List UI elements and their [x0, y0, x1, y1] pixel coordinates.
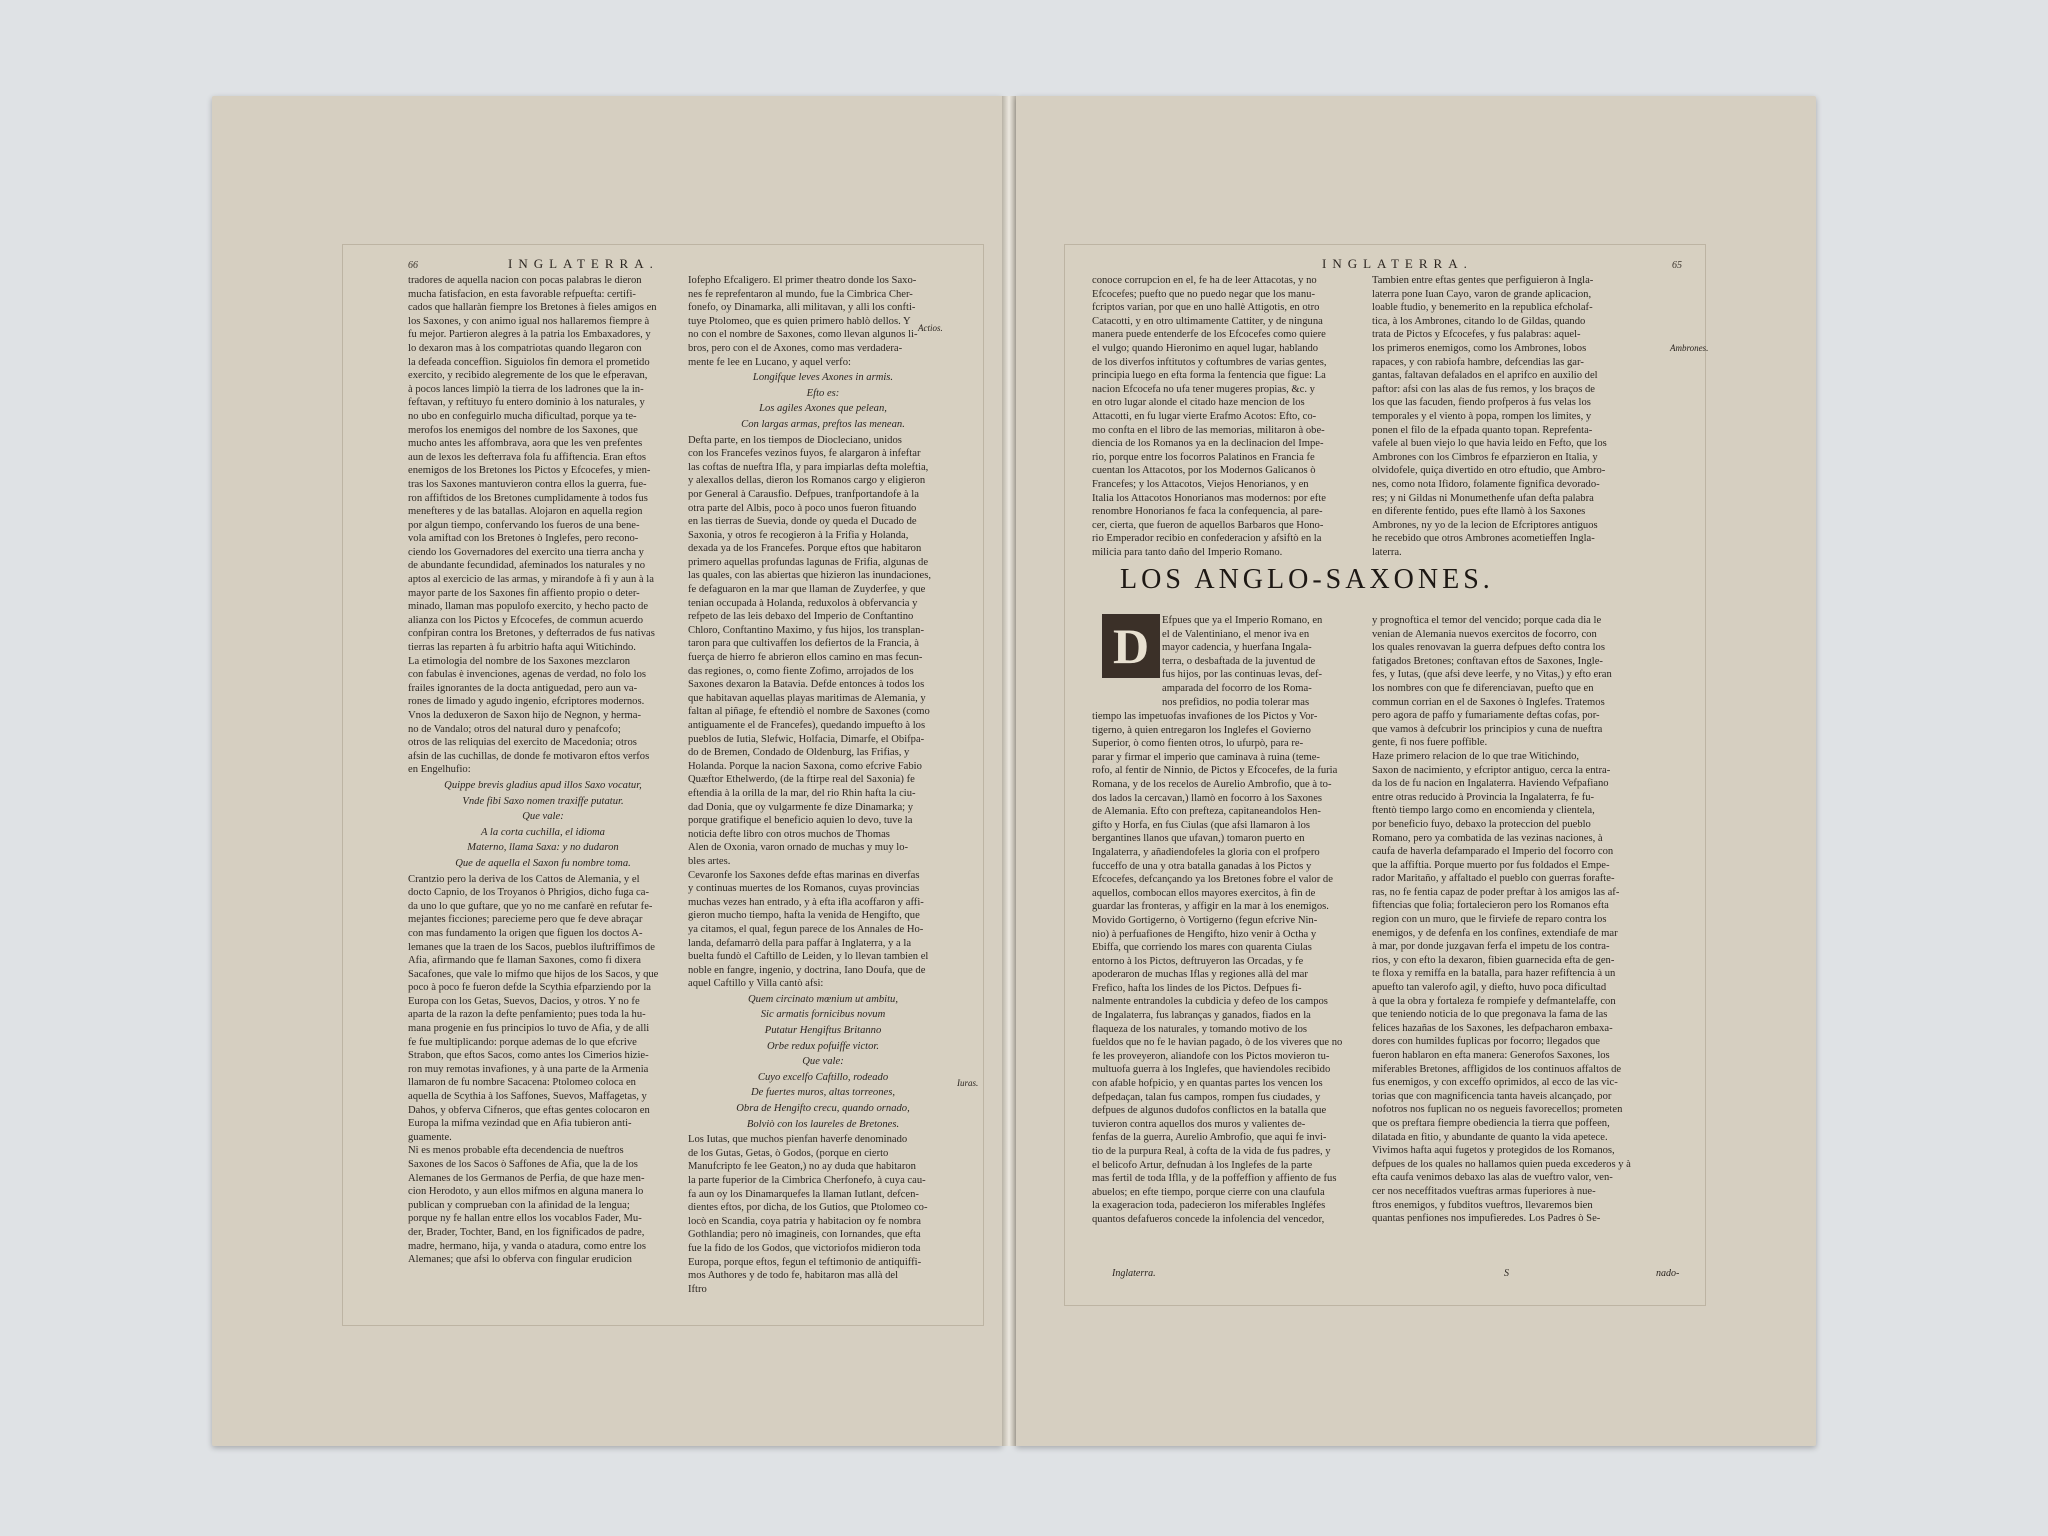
- text-line: apoderaron de muchas Iflas y regiones allà del mar: [1092, 969, 1308, 981]
- text-line: Europa la mifma vezindad que en Afia tubieron anti-: [408, 1118, 632, 1130]
- verse-line: Materno, llama Saxa: y no dudaron: [467, 842, 619, 854]
- text-line: madre, hermano, hija, y vanda o atadura, como entre los: [408, 1240, 646, 1252]
- text-line: rio, porque entre los focorros Palatinos en Francia fe: [1092, 451, 1315, 463]
- text-line: docto Capnio, de los Troyanos ò Phrigios, dicho fuga ca-: [408, 887, 649, 899]
- text-line: à que la obra y fortaleza fe rompiefe y defmantelaffe, con: [1372, 995, 1616, 1007]
- text-line: pero agora de paffo y fumariamente deftas cofas, por-: [1372, 710, 1600, 722]
- text-line: la parte fuperior de la Cimbrica Cherfonefo, à cuya cau-: [688, 1175, 926, 1186]
- text-line: mana progenie en fus principios lo tuvo de Afia, y de alli: [408, 1023, 650, 1035]
- text-line: el vulgo; quando Hieronimo en aquel lugar, hablando: [1092, 342, 1319, 354]
- text-line: ciendo los Governadores del exercito una tierra ancha y: [408, 546, 644, 558]
- text-line: la defeada conceffion. Siguiolos fin demora el prometido: [408, 356, 650, 368]
- text-line: laterra.: [1372, 546, 1402, 558]
- right-page: [1016, 96, 1816, 1446]
- verse-line: Bolviò con los laureles de Bretones.: [746, 1118, 900, 1130]
- text-line: mente fe lee en Lucano, y aquel verfo:: [688, 356, 851, 368]
- text-line: confpiran contra los Bretones, y defterrados de fus nativas: [408, 628, 655, 640]
- verse-line: Vnde fibi Saxo nomen traxiffe putatur.: [462, 795, 624, 807]
- text-line: frailes ignorantes de la docta antiguedad, pero aun va-: [408, 682, 638, 694]
- text-line: mos Authores y de todo fe, habitaron mas allà del: [688, 1270, 899, 1282]
- text-line: fcriptos varian, por que en uno hallè Attigotis, en otro: [1092, 302, 1320, 314]
- text-line: cados que hallaràn fiempre los Bretones à fieles amigos en: [408, 302, 657, 314]
- text-line: ponen el filo de la efpada quanto topan. Reprefenta-: [1372, 424, 1593, 436]
- text-line: merofos los enemigos del nombre de los Saxones, que: [408, 424, 638, 436]
- right-column-1: [1092, 274, 1362, 560]
- text-line: fonefo, oy Dinamarka, alli militavan, y alli los confti-: [688, 302, 916, 314]
- text-line: da uno lo que guftare, que yo no me canfarè en refutar fe-: [408, 900, 653, 912]
- text-line: nalmente entrandoles la cubdicia y defeo de los campos: [1092, 996, 1328, 1008]
- text-line: con afable hofpicio, y en quantas partes los vencen los: [1092, 1078, 1323, 1090]
- text-line: antiguamente el de Francefes), quedando impuefto à los: [688, 720, 926, 731]
- text-line: commun corrian en el de Saxones ò Inglefes. Tratemos: [1372, 696, 1605, 708]
- text-line: res; y ni Gildas ni Monumethenfe ufan defta palabra: [1372, 492, 1594, 504]
- text-line: aptos al exercicio de las armas, y mirandofe à fi y aun à la: [408, 574, 654, 586]
- text-line: amparada del focorro de los Roma-: [1162, 682, 1312, 694]
- text-line: Catacotti, y en otro ultimamente Cattiter, y de ninguna: [1092, 315, 1323, 327]
- text-line: fatigados Bretones; conftavan eftos de Saxones, Ingle-: [1372, 655, 1603, 667]
- text-line: rador Maritaño, y affaltado el pueblo con guerras forafte-: [1372, 873, 1615, 885]
- text-line: torias que con magnificencia tanta haveis alcançado, por: [1372, 1090, 1612, 1102]
- text-line: Vnos la deduxeron de Saxon hijo de Negnon, y herma-: [408, 710, 642, 721]
- verse-caption: Que vale:: [522, 811, 564, 823]
- text-line: à pocos lances limpiò la tierra de los ladrones que la in-: [408, 383, 644, 395]
- verse-line: Quippe brevis gladius apud illos Saxo vocatur,: [444, 779, 642, 791]
- text-line: rios, y con efto la dexaron, fibien guarnecida efta de gen-: [1372, 954, 1615, 966]
- text-line: feftavan, y reftituyo fu entero dominio à los naturales, y: [408, 397, 645, 409]
- text-line: mo confta en el libro de las memorias, militaron à obe-: [1092, 424, 1325, 436]
- text-line: gente, fi nos fuere poffible.: [1372, 737, 1488, 749]
- text-line: fueldos que no fe le havian pagado, ò de los viveres que no: [1092, 1037, 1343, 1049]
- text-line: Saxones dexaron la Batavia. Defde entonces à todos los: [688, 679, 925, 691]
- text-line: ron muy remotas invafiones, y à una parte de la Armenia: [408, 1063, 649, 1075]
- text-line: do de Bremen, Condado de Oldenburg, las Frifias, y: [688, 747, 910, 759]
- verse-line: Con largas armas, preftos las menean.: [741, 418, 905, 430]
- text-line: que vamos à defcubrir los principios y cuna de nueftra: [1372, 723, 1603, 735]
- text-line: con los Francefes vezinos fuyos, fe alargaron à infeftar: [688, 448, 921, 460]
- text-line: dad Donia, que oy vulgarmente fe dize Dinamarka; y: [688, 801, 914, 813]
- text-line: Romana, y de los recelos de Aurelio Ambrofio, que à to-: [1092, 778, 1332, 790]
- verse-caption: Efto es:: [806, 387, 840, 399]
- text-line: dientes eftos, por dicha, de los Gutios, que Ptolomeo co-: [688, 1202, 928, 1214]
- right-column-2: [1372, 274, 1656, 560]
- verse-line: Sic armatis fornicibus novum: [760, 1009, 886, 1021]
- text-line: el belicofo Artur, defnudan à los Inglefes de la parte: [1092, 1159, 1313, 1171]
- text-line: ron affiftidos de los Bretones cumplidamente à todos fus: [408, 492, 648, 504]
- text-line: fenfas de la guerra, Aurelio Ambrofio, que aqui fe invi-: [1092, 1132, 1327, 1144]
- text-line: bles artes.: [688, 855, 731, 867]
- text-line: Efpues que ya el Imperio Romano, en: [1162, 615, 1323, 626]
- text-line: Manufcripto fe lee Geaton,) no ay duda que habitaron: [688, 1161, 916, 1173]
- text-line: defpues de los quales no hallamos quien pueda excederos y à: [1372, 1158, 1631, 1170]
- text-line: nio) à perfuafiones de Hengifto, hizo venir à Octha y: [1092, 928, 1317, 940]
- text-line: los que las facuden, fiendo profperos à fus velas los: [1372, 397, 1591, 409]
- footer-catchword-right: nado-: [1656, 1268, 1680, 1279]
- text-line: que habitavan aquellas playas maritimas de Alemania, y: [688, 692, 926, 704]
- text-line: manera puede entenderfe de los Efcocefes como quiere: [1092, 329, 1326, 341]
- text-line: cer nos neceffitados vueftras armas fuperiores à nue-: [1372, 1185, 1596, 1197]
- text-line: guardar las fronteras, y affigir en la mar à los enemigos.: [1092, 901, 1329, 913]
- text-line: que os preftara fiempre obediencia la tierra que poffeen,: [1372, 1117, 1610, 1129]
- left-column-1: [408, 274, 678, 1286]
- text-line: tras los Saxones mantuvieron contra ellos la guerra, fue-: [408, 478, 647, 490]
- text-line: rapaces, y con rabiofa hambre, defcendias las gar-: [1372, 356, 1584, 368]
- text-line: Chloro, Conftantino Maximo, y fus hijos, los transplan-: [688, 624, 924, 636]
- text-line: Efcocefes, defcançando ya los Bretones fobre el valor de: [1092, 874, 1333, 886]
- text-line: aquellos, combocan ellos mayores exercitos, à fin de: [1092, 887, 1316, 899]
- text-line: ras, no fe fentia capaz de poder preftar à los amigos las af-: [1372, 886, 1620, 898]
- text-line: fucceffo de una y otra batalla ganadas à los Pictos y: [1092, 860, 1312, 872]
- text-line: guamente.: [408, 1131, 452, 1143]
- text-line: La etimologia del nombre de los Saxones mezclaron: [408, 655, 631, 667]
- text-line: felices hazañas de los Saxones, les defpacharon embaxa-: [1372, 1022, 1613, 1034]
- text-line: los nombres con que fe diferenciavan, puefto que en: [1372, 682, 1594, 694]
- text-line: tierras las reparten à fu arbitrio hafta aqui Witichindo.: [408, 642, 636, 654]
- text-line: Alemanes; que afsi lo obferva con fingular erudicion: [408, 1254, 632, 1266]
- text-line: tradores de aquella nacion con pocas palabras le dieron: [408, 275, 642, 286]
- text-line: cer, cierta, que fueron de aquellos Barbaros que Hono-: [1092, 519, 1324, 531]
- text-line: venian de Alemania nuevos exercitos de focorro, con: [1372, 628, 1597, 640]
- text-line: Efcocefes; puefto que no puedo negar que los manu-: [1092, 288, 1315, 300]
- text-line: que teniendo noticia de lo que pregonava la fama de las: [1372, 1009, 1608, 1021]
- text-line: quantas penfiones nos impufieredes. Los Padres ò Se-: [1372, 1213, 1601, 1225]
- text-line: enemigos, y de defenfa en los confines, extendiafe de mar: [1372, 927, 1618, 939]
- text-line: region con un muro, que le firviefe de reparo contra los: [1372, 914, 1607, 926]
- text-line: en otro lugar alonde el citado haze mencion de los: [1092, 397, 1305, 409]
- text-line: abuelos; en efte tiempo, porque cierre con una claufula: [1092, 1186, 1325, 1198]
- text-line: porque ny fe hallan entre ellos los vocablos Fader, Mu-: [408, 1213, 642, 1225]
- text-line: aquel Caftillo y Villa cantò afsi:: [688, 978, 824, 990]
- text-line: dilatada en fitio, y abundante de quanto la vida apetece.: [1372, 1131, 1608, 1143]
- text-line: mejantes ficciones; parecieme pero que fe deve abraçar: [408, 914, 643, 926]
- text-line: cion Herodoto, y aun ellos mifmos en alguna manera lo: [408, 1186, 644, 1198]
- text-line: no con el nombre de Saxones, como llevan algunos li-: [688, 329, 918, 341]
- text-line: Ambrones, ny yo de la lecion de Efcriptores antiguos: [1372, 519, 1598, 531]
- left-page: [212, 96, 1002, 1446]
- text-line: Vivimos hafta aqui fugetos y protegidos de los Romanos,: [1372, 1145, 1615, 1157]
- text-line: flaqueza de los naturales, y tomando motivo de los: [1092, 1023, 1308, 1035]
- text-line: Cevaronfe los Saxones defde eftas marinas en diverfas: [688, 869, 920, 881]
- text-line: nes, como nota Ifidoro, folamente fignifica devorado-: [1372, 478, 1600, 490]
- section-title: LOS ANGLO-SAXONES.: [1120, 564, 1494, 595]
- text-line: faltan al piñage, fe eftendiò el nombre de Saxones (como: [688, 706, 930, 718]
- text-line: milicia para tanto daño del Imperio Romano.: [1092, 546, 1283, 558]
- text-line: rones de limado y agudo ingenio, efcriptores modernos.: [408, 696, 645, 708]
- text-line: quantos defafueros concede la infolencia del vencedor,: [1092, 1213, 1325, 1225]
- text-line: de los diverfos inftitutos y coftumbres de varias gentes,: [1092, 356, 1327, 368]
- text-line: fe defaguaron en la mar que llaman de Zuyderfee, y que: [688, 584, 926, 596]
- text-line: y continuas muertes de los Romanos, cuyas provincias: [688, 883, 920, 895]
- text-line: en Engelhufio:: [408, 764, 471, 776]
- text-line: noble en fangre, ingenio, y doctrina, Iano Doufa, que de: [688, 964, 926, 976]
- left-column-2: [688, 274, 958, 1295]
- text-line: apuefto tan valerofo agil, y diefto, huvo poca dificultad: [1372, 982, 1607, 994]
- text-line: fiftencias que folia; fortalecieron pero los Romanos efta: [1372, 900, 1609, 912]
- text-line: Ingalaterra, y añadiendofeles la gloria con el profpero: [1092, 846, 1320, 858]
- text-line: de los Gutas, Getas, ò Godos, (porque en cierto: [688, 1147, 889, 1159]
- text-line: Gothlandia; pero nò imagineis, con Iornandes, que efta: [688, 1229, 921, 1241]
- text-line: da los de fu nacion en Ingalaterra. Haviendo Vefpafiano: [1372, 778, 1609, 790]
- text-line: caufa de haverla defamparado el Imperio del focorro con: [1372, 846, 1614, 858]
- verse-line: Obra de Hengifto crecu, quando ornado,: [736, 1103, 910, 1115]
- left-margin-note-2: Iuras.: [957, 1078, 979, 1088]
- text-line: Holanda. Porque la nacion Saxona, como efcrive Fabio: [688, 760, 922, 772]
- verse-line: Quem circinato mœnium ut ambitu,: [748, 993, 898, 1005]
- text-line: lo dexaron mas à los compatriotas quando llegaron con: [408, 342, 642, 354]
- text-line: he recebido que otros Ambrones acometieffen Ingla-: [1372, 533, 1595, 545]
- left-running-head: INGLATERRA.: [508, 256, 659, 271]
- text-line: gantas, faltavan defalados en el aprifco en auxilio del: [1372, 370, 1598, 382]
- text-line: nos prefidios, no podia tolerar mas: [1162, 696, 1310, 708]
- text-line: la exageracion toda, padecieron los miferables Ingléfes: [1092, 1200, 1326, 1212]
- text-line: principia luego en efta forma la fentencia que figue: La: [1092, 370, 1326, 382]
- verse-line: Orbe redux pofuiffe victor.: [767, 1040, 879, 1052]
- footer-catchword-left: Inglaterra.: [1112, 1268, 1156, 1279]
- text-line: no ubo en confeguirlo mucha dificultad, porque ya te-: [408, 410, 637, 422]
- text-line: cuentan los Attacotos, por los Modernos Galicanos ò: [1092, 465, 1316, 477]
- text-line: alianza con los Pictos y Efcocefes, de commun acuerdo: [408, 614, 644, 626]
- text-line: Francefes; y los Attacotos, Viejos Henorianos, y en: [1092, 478, 1309, 490]
- text-line: Movido Gortigerno, ò Vortigerno (fegun efcrive Nin-: [1092, 914, 1318, 926]
- text-line: taron para que cultivaffen los defiertos de la Francia, à: [688, 638, 920, 650]
- text-line: laterra pone Iuan Cayo, varon de grande aplicacion,: [1372, 288, 1592, 300]
- text-line: mayor cadencia, y huerfana Ingala-: [1162, 642, 1312, 654]
- text-line: los Saxones, y con animo igual nos hallaremos fiempre à: [408, 315, 650, 327]
- text-line: tuvieron contra aquellos dos muros y valientes de-: [1092, 1118, 1306, 1130]
- text-line: ftentò tiempo largo como en encomienda y clientela,: [1372, 805, 1595, 817]
- text-line: otros de las reliquias del exercito de Macedonia; otros: [408, 737, 637, 749]
- text-line: ftros enemigos, y fubditos vueftros, llevaremos bien: [1372, 1199, 1593, 1211]
- text-line: efta caufa venimos debaxo las alas de vueftro valor, ven-: [1372, 1172, 1613, 1184]
- text-line: minado, llaman mas populofo exercito, y hecho pacto de: [408, 601, 649, 613]
- text-line: nacion Efcocefa no ufa tener mugeres propias, &c. y: [1092, 383, 1315, 395]
- text-line: defpues de algunos dudofos conflictos en la batalla que: [1092, 1105, 1327, 1117]
- text-line: Superior, ò como fienten otros, lo ufurpò, para re-: [1092, 738, 1304, 750]
- text-line: temporales y el viento à popa, rompen los limites, y: [1372, 410, 1592, 422]
- text-line: das regiones, o, como fiente Zofimo, arrojados de los: [688, 665, 914, 677]
- text-line: tenian occupada à Holanda, reduxolos à obfervancia y: [688, 597, 918, 609]
- text-line: eftendia à la orilla de la mar, del rio Rhin hafta la ciu-: [688, 787, 916, 799]
- text-line: refpeto de las leis debaxo del Imperio de Conftantino: [688, 611, 914, 623]
- text-line: Ni es menos probable efta decendencia de nueftros: [408, 1145, 624, 1157]
- text-line: Haze primero relacion de lo que trae Witichindo,: [1372, 750, 1580, 762]
- text-line: con fabulas è invenciones, agenas de verdad, no folo los: [408, 669, 646, 681]
- text-line: diencia de los Romanos ya en la declinacion del Impe-: [1092, 438, 1324, 450]
- text-line: Tambien entre eftas gentes que perfiguieron à Ingla-: [1372, 275, 1594, 286]
- text-line: gieron mucho tiempo, hafta la venida de Hengifto, que: [688, 910, 920, 922]
- text-line: las quales, con las abiertas que hizieron las inundaciones,: [688, 570, 931, 582]
- verse-line: Cuyo excelfo Caftillo, rodeado: [757, 1071, 889, 1083]
- text-line: gifto y Horfa, en fus Ciulas (que afsi llamaron à los: [1092, 819, 1310, 831]
- text-line: bergantines llanos que ufavan,) tomaron puerto en: [1092, 833, 1305, 845]
- text-line: no de Vandalo; otros del natural duro y penafcofo;: [408, 723, 621, 735]
- text-line: tigerno, à quien entregaron los Inglefes el Govierno: [1092, 724, 1311, 736]
- text-line: Europa, porque eftos, fegun el teftimonio de antiquiffi-: [688, 1256, 922, 1268]
- text-line: tuye Ptolomeo, que es quien primero hablò dellos. Y: [688, 315, 911, 327]
- verse-line: De fuertes muros, altas torreones,: [751, 1087, 895, 1099]
- text-line: Defta parte, en los tiempos de Diocleciano, unidos: [688, 434, 902, 446]
- text-line: otra parte del Albis, poco à poco unos fueron fituando: [688, 502, 917, 514]
- text-line: entorno à los Pictos, deftruyeron las Orcadas, y fe: [1092, 955, 1304, 967]
- text-line: Frefico, hafta los lindes de los Pictos. Defpues fi-: [1092, 982, 1302, 994]
- text-line: à mar, por donde juzgavan ferfa el impetu de los contra-: [1372, 941, 1610, 953]
- text-line: Iftro: [688, 1283, 707, 1295]
- text-line: dexada ya de los Francefes. Porque eftos que habitaron: [688, 543, 922, 555]
- text-line: el de Valentiniano, el menor iva en: [1162, 628, 1310, 640]
- text-line: fe les proveyeron, aliandofe con los Pictos movieron tu-: [1092, 1050, 1330, 1062]
- text-line: publican y comprueban con la afinidad de la lengua;: [408, 1199, 630, 1211]
- text-line: rio Emperador recibio en confederacion y afsiftò en la: [1092, 533, 1322, 545]
- text-line: renombre Honorianos fe faca la confequencia, al pare-: [1092, 506, 1323, 518]
- text-line: bros, pero con el de Axones, como mas verdadera-: [688, 342, 903, 354]
- text-line: rofo, al fentir de Ninnio, de Pictos y Efcocefes, de la furia: [1092, 765, 1338, 777]
- verse-line: A la corta cuchilla, el idioma: [481, 826, 605, 838]
- text-line: Sacafones, que vale lo mifmo que hijos de los Sacos, y que: [408, 968, 659, 980]
- text-line: tiempo las impetuofas invafiones de los Pictos y Vor-: [1092, 711, 1318, 722]
- text-line: Afia, afirmando que fe llaman Saxones, como fi dixera: [408, 955, 641, 967]
- text-line: poco à poco fe fueron defde la Scythia efparziendo por la: [408, 982, 651, 994]
- text-line: afsin de las cuchillas, de donde fe motivaron eftos verfos: [408, 750, 650, 762]
- text-line: parar y firmar el imperio que caminava à ruina (teme-: [1092, 751, 1320, 763]
- text-line: tica, à los Ambrones, citando lo de Gildas, quando: [1372, 315, 1586, 327]
- text-line: las coftas de nueftra Ifla, y para impiarlas defta moleftia,: [688, 461, 929, 473]
- text-line: exercito, y recibido alegremente de los que le efperavan,: [408, 370, 648, 382]
- text-line: Los Iutas, que muchos pienfan haverfe denominado: [688, 1134, 908, 1146]
- text-line: que la affiftia. Porque muerto por fus foldados el Empe-: [1372, 859, 1610, 871]
- text-line: aquella de Scythia à los Saffones, Suevos, Maffagetas, y: [408, 1091, 647, 1103]
- text-line: Saxon de nacimiento, y efcriptor antiguo, cerca la entra-: [1372, 764, 1611, 776]
- text-line: paftor: afsi con las alas de fus remos, y los braços de: [1372, 383, 1595, 395]
- text-line: mucho antes les affombrava, aora que les ven prefentes: [408, 438, 643, 450]
- text-line: vola amiftad con los Bretones ò Inglefes, pero recono-: [408, 533, 639, 545]
- text-line: muchas vezes han entrado, y à efta ifla acoffaron y affi-: [688, 896, 924, 908]
- text-line: tio de la purpura Real, à cofta de la vida de fus padres, y: [1092, 1146, 1331, 1157]
- text-line: en diferente fentido, pues efte llamò à los Saxones: [1372, 506, 1586, 518]
- text-line: Saxones de los Sacos ò Saffones de Afia, que la de los: [408, 1159, 638, 1170]
- text-line: con mas fundamento la origen que figuen los doctos A-: [408, 927, 643, 939]
- verse-line: Que de aquella el Saxon fu nombre toma.: [455, 857, 631, 869]
- text-line: lemanes que la traen de los Sacos, pueblos iluftriffimos de: [408, 941, 655, 953]
- text-line: dos lados la cercavan,) llamò en focorro à los Saxones: [1092, 792, 1323, 804]
- text-line: Ebiffa, que corriendo los mares con quarenta Ciulas: [1092, 942, 1312, 954]
- text-line: Attacotti, en fu lugar vierte Erafmo Acotos: Efto, co-: [1092, 410, 1317, 422]
- left-margin-note-1: Actios.: [918, 323, 943, 333]
- text-line: aparta de la razon la defte penfamiento; pues toda la hu-: [408, 1009, 646, 1021]
- text-line: Crantzio pero la deriva de los Cattos de Alemania, y el: [408, 873, 640, 885]
- text-line: y alexallos dellas, dieron los Romanos cargo y eligieron: [688, 475, 926, 487]
- right-column-3: [1092, 710, 1362, 1270]
- text-line: multuofa guerra à los Inglefes, que haviendoles recibido: [1092, 1064, 1331, 1076]
- text-line: miferables Bretones, affligidos de los continuos affaltos de: [1372, 1063, 1622, 1075]
- text-line: fu mejor. Partieron alegres à la patria los Embaxadores, y: [408, 329, 651, 341]
- text-line: noticia defte libro con otros muchos de Thomas: [688, 828, 890, 840]
- text-line: enemigos de los Bretones los Pictos y Efcocefes, y mien-: [408, 465, 651, 477]
- text-line: por General à Carausfio. Defpues, tranfportandofe à la: [688, 488, 919, 500]
- text-line: por algun tiempo, confervando los fueros de una bene-: [408, 519, 640, 531]
- right-page-number: 65: [1672, 260, 1682, 271]
- text-line: menefteres y de las batallas. Alojaron en aquella region: [408, 506, 643, 518]
- text-line: Europa con los Getas, Suevos, Dacios, y otros. Y no fe: [408, 995, 640, 1007]
- text-line: los primeros enemigos, como los Ambrones, lobos: [1372, 342, 1587, 354]
- text-line: Iofepho Efcaligero. El primer theatro donde los Saxo-: [688, 275, 917, 286]
- text-line: primero aquellas profundas lagunas de Frifia, algunas de: [688, 556, 929, 568]
- text-line: Quæftor Ethelwerdo, (de la ftirpe real del Saxonia) fe: [688, 774, 915, 786]
- decorated-initial-letter: D: [1102, 614, 1160, 678]
- text-line: fus enemigos, y con exceffo oprimidos, al ecco de las vic-: [1372, 1077, 1618, 1089]
- text-line: entre otras reducido à Provincia la Ingalaterra, fe fu-: [1372, 791, 1595, 803]
- text-line: terra, o desbaftada de la juventud de: [1162, 655, 1316, 667]
- text-line: aun de lexos les defterrava fola fu affiftencia. Eran eftos: [408, 451, 647, 463]
- text-line: de Ingalaterra, fus labranças y ganados, fiados en la: [1092, 1010, 1311, 1022]
- text-line: buelta fundò el Caftillo de Leiden, y lo llevan tambien el: [688, 951, 929, 963]
- text-line: en las tierras de Suevia, donde oy queda el Ducado de: [688, 516, 917, 528]
- text-line: Ambrones con los Cimbros fe efparzieron en Italia, y: [1372, 451, 1598, 463]
- text-line: de Alemania. Efto con prefteza, capitaneandolos Hen-: [1092, 806, 1321, 818]
- text-line: fueron hablaron en efta manera: Generofos Saxones, los: [1372, 1050, 1610, 1061]
- center-fold: [1002, 96, 1016, 1446]
- text-line: Strabon, que eftos Sacos, como antes los Cimerios hizie-: [408, 1050, 649, 1062]
- text-line: por beneficio fuyo, debaxo la proteccion del pueblo: [1372, 818, 1591, 830]
- text-line: Italia los Attacotos Honorianos mas modernos: por efte: [1092, 492, 1326, 504]
- text-line: Dahos, y obferva Cifneros, que eftas gentes colocaron en: [408, 1104, 650, 1116]
- text-line: fus hijos, por las continuas levas, def-: [1162, 669, 1323, 681]
- text-line: der, Brader, Tochter, Band, en los fignificados de padre,: [408, 1226, 645, 1238]
- text-line: llamaron de fu nombre Sacacena: Ptolomeo coloca en: [408, 1077, 636, 1089]
- text-line: mas fertil de toda Iflla, y de la poffeffion y affiento de fus: [1092, 1173, 1337, 1185]
- right-column-3-intro: [1162, 614, 1362, 710]
- right-column-4: [1372, 614, 1656, 1270]
- text-line: loable ftudio, y benemerito en la republica efcholaf-: [1372, 302, 1593, 314]
- right-running-head: INGLATERRA.: [1322, 256, 1473, 271]
- text-line: fa aun oy los Dinamarquefes la llaman Iutlant, defcen-: [688, 1188, 919, 1200]
- text-line: fue la fido de los Godos, que victoriofos midieron toda: [688, 1242, 921, 1254]
- verse-caption: Que vale:: [802, 1056, 844, 1068]
- text-line: Alen de Oxonia, varon ornado de muchas y muy lo-: [688, 842, 909, 854]
- right-margin-note: Ambrones.: [1670, 343, 1709, 353]
- text-line: de abundante fecundidad, afeminados los naturales y no: [408, 560, 646, 572]
- text-line: los quales renovavan la guerra defpues defto contra los: [1372, 642, 1605, 654]
- left-page-number: 66: [408, 260, 418, 271]
- text-line: dores con humildes fuplicas por focorro; llegados que: [1372, 1036, 1600, 1048]
- text-line: pueblos de Iutia, Slefwic, Holfacia, Dimarfe, el Obifpa-: [688, 733, 925, 745]
- text-line: Romano, pero ya combatida de las vezinas naciones, à: [1372, 832, 1603, 844]
- text-line: landa, defamarrò della para paffar à Inglaterra, y a la: [688, 937, 912, 949]
- text-line: mucha fatisfacion, en esta favorable refpuefta: certifi-: [408, 288, 636, 300]
- text-line: fuerça de hierro fe abrieron ellos camino en mas fecun-: [688, 652, 923, 664]
- text-line: mayor parte de los Saxones fin affiento propio o deter-: [408, 587, 640, 599]
- text-line: trata de Pictos y Efcocefes, y fus palabras: aquel-: [1372, 329, 1581, 341]
- verse-line: Putatur Hengiftus Britanno: [764, 1025, 882, 1037]
- text-line: te floxa y remiffa en la batalla, para hazer refiftencia à un: [1372, 968, 1616, 980]
- verse-line: Los agiles Axones que pelean,: [759, 403, 887, 415]
- text-line: porque gratifique el beneficio aquien lo devo, tuve la: [688, 815, 913, 827]
- footer-signature: S: [1504, 1268, 1509, 1279]
- text-line: ya citamos, el qual, fegun parece de los Annales de Ho-: [688, 923, 924, 935]
- text-line: nes fe reprefentaron al mundo, fue la Cimbrica Cher-: [688, 288, 913, 300]
- text-line: vafele al buen viejo lo que havia leido en Fefto, que los: [1372, 438, 1607, 450]
- text-line: locò en Scandia, coya patria y habitacion oy fe nombra: [688, 1215, 921, 1227]
- text-line: Alemanes de los Germanos de Perfia, de que haze men-: [408, 1172, 645, 1184]
- text-line: olvidofele, quiça divertido en otro eftudio, que Ambro-: [1372, 465, 1606, 477]
- text-line: conoce corrupcion en el, fe ha de leer Attacotas, y no: [1092, 275, 1317, 286]
- text-line: y prognoftica el temor del vencido; porque cada dia le: [1372, 615, 1602, 626]
- text-line: defpedaçan, talan fus campos, rompen fus ciudades, y: [1092, 1091, 1321, 1103]
- text-line: Saxonia, y otros fe recogieron à la Frifia y Holanda,: [688, 529, 909, 541]
- text-line: nofotros nos fuplican no os negueis favorecellos; prometen: [1372, 1104, 1623, 1116]
- verse-line: Longifque leves Axones in armis.: [752, 372, 894, 384]
- text-line: fe fue multiplicando: porque ademas de lo que efcrive: [408, 1036, 637, 1048]
- text-line: fes, y Iutas, (que afsi deve leerfe, y no Vitas,) y efto eran: [1372, 669, 1612, 681]
